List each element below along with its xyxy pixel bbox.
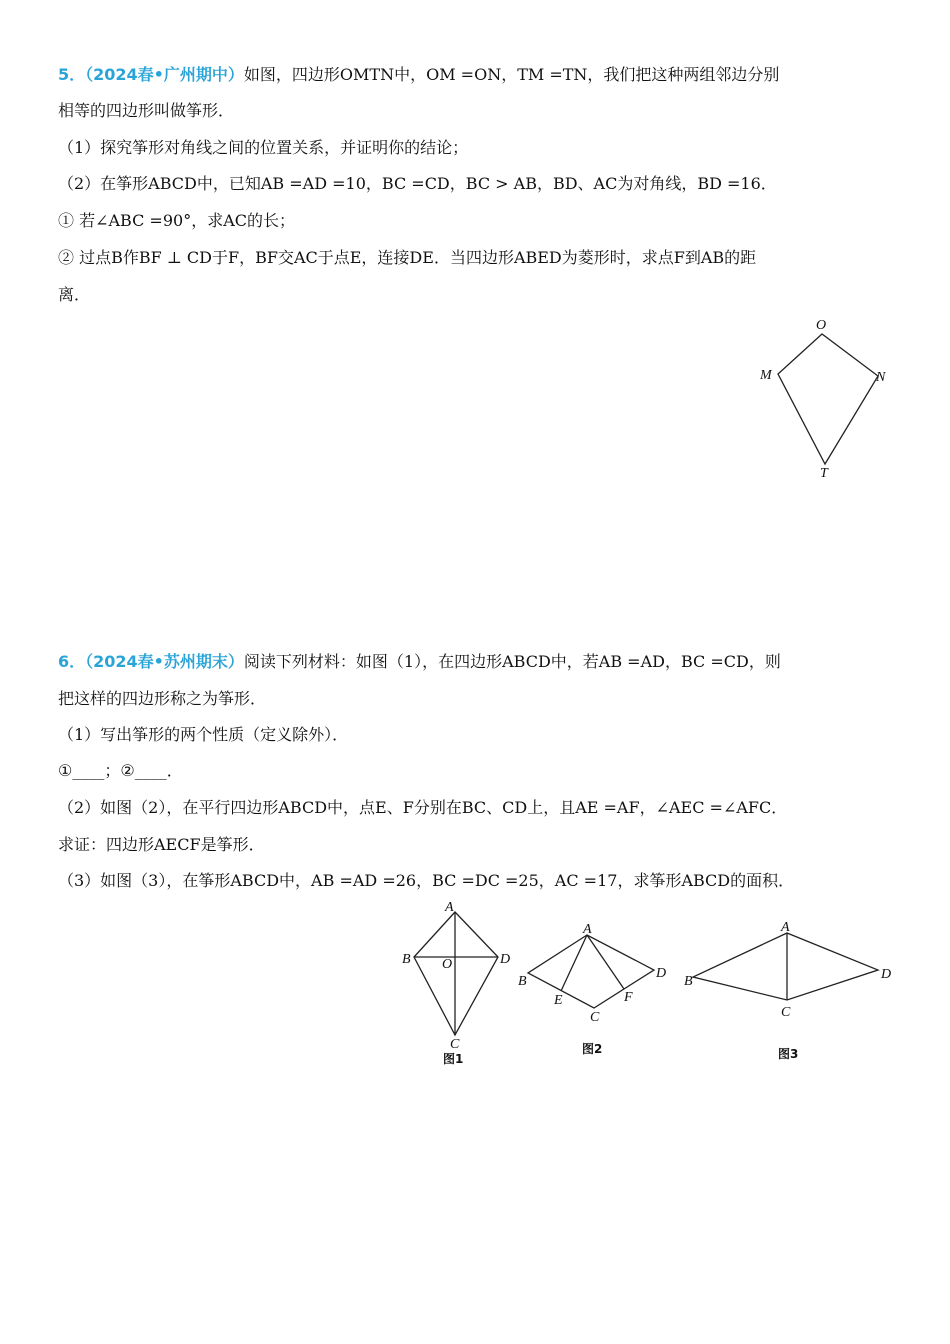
fig2-label-A: A [583,922,592,937]
fig3-label-B: B [684,974,693,989]
fig1-kite [402,900,510,1066]
q5-source: （2024春•广州期中） [85,65,244,84]
fig2-label-E: E [554,993,563,1008]
label-T: T [820,466,828,481]
q5-number: 5． [58,65,86,84]
fig1-label-O: O [442,957,453,972]
fig2-segment-af [587,935,624,989]
fig2-parallelogram [518,922,666,1056]
q5-line2: 相等的四边形叫做筝形． [58,101,235,120]
q6-part1: （1）写出筝形的两个性质（定义除外）． [58,725,349,744]
fig3-label-C: C [781,1005,791,1020]
q6-line2: 把这样的四边形称之为筝形． [58,689,267,708]
label-M: M [760,368,772,383]
fig3-label-A: A [781,920,790,935]
fig1-outline [414,912,498,1035]
q6-part3: （3）如图（3），在筝形ABCD中，AB =AD =26，BC =DC =25，AC =17，求筝形ABCD的面积． [58,871,795,890]
fig2-outline [528,935,654,1008]
q6-part2: （2）如图（2），在平行四边形ABCD中，点E、F分别在BC、CD上，且AE =AF，∠AEC =∠AFC． [58,798,788,817]
q6-part2-cont: 求证：四边形AECF是筝形． [58,835,265,854]
fig1-label-C: C [450,1037,460,1052]
q6-line1 [58,651,781,673]
fig2-caption: 图2 [582,1042,603,1056]
q6-source: （2024春•苏州期末） [85,652,244,671]
fig2-label-B: B [518,974,527,989]
q5-sub2-end: 离． [58,285,91,304]
fig2-label-D: D [656,966,667,981]
q5-sub1: ① 若∠ABC =90°，求AC的长； [58,211,295,230]
q6-blanks: ①____；②____． [58,761,183,780]
fig1-label-A: A [445,900,454,915]
fig3-label-D: D [881,967,892,982]
kite-omtn-outline [778,334,878,464]
fig2-label-F: F [624,990,633,1005]
q6-number: 6． [58,652,86,671]
q6-figures [390,895,910,1075]
fig1-label-D: D [500,952,511,967]
q5-kite-figure [750,312,900,487]
fig1-caption: 图1 [443,1052,464,1066]
q5-part1: （1）探究筝形对角线之间的位置关系，并证明你的结论； [58,138,469,157]
fig2-label-C: C [590,1010,600,1025]
fig1-label-B: B [402,952,411,967]
label-N: N [876,370,886,385]
fig3-kite [684,920,891,1061]
label-O: O [816,318,827,333]
q5-sub2: ② 过点B作BF ⊥ CD于F，BF交AC于点E，连接DE．当四边形ABED为菱形时，求点F到AB的距 [58,248,757,267]
q5-line1 [58,64,779,86]
q5-part2: （2）在筝形ABCD中，已知AB =AD =10，BC =CD，BC > AB，BD、AC为对角线，BD =16． [58,174,777,193]
q6-stem-text: 阅读下列材料：如图（1），在四边形ABCD中，若AB =AD，BC =CD，则 [243,652,781,671]
q5-stem-text: 如图，四边形OMTN中，OM =ON，TM =TN，我们把这种两组邻边分别 [243,65,780,84]
fig3-outline [693,933,878,1000]
fig3-caption: 图3 [778,1047,799,1061]
